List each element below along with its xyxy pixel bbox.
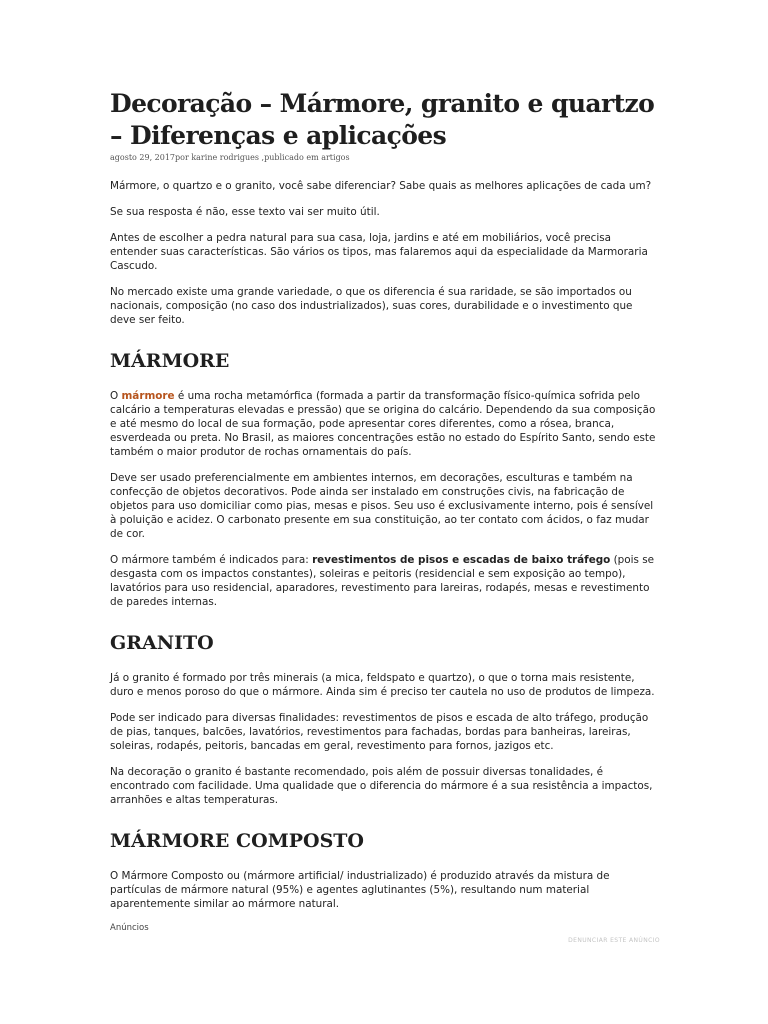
granito-paragraph-3: Na decoração o granito é bastante recomendado, pois além de possuir diversas tonalidades, é encontrado com facilidade. Uma qualidade que o diferencia do mármore é a sua resistência a impactos, arranhões e altas temperaturas.	[110, 766, 653, 806]
intro-paragraph: Mármore, o quartzo e o granito, você sabe diferenciar? Sabe quais as melhores aplicações de cada um?	[110, 180, 652, 192]
ads-label: Anúncios	[110, 923, 149, 933]
marmore-link[interactable]: mármore	[121, 390, 175, 402]
section-heading-granito: GRANITO	[110, 632, 214, 654]
article	[110, 0, 660, 947]
ad-footer	[110, 933, 660, 947]
marmore-paragraph-1	[110, 389, 660, 459]
granito-paragraph-2: Pode ser indicado para diversas finalidades: revestimentos de pisos e escada de alto tráfego, produção de pias, tanques, balcões, lavatórios, revestimentos para fachadas, bordas para banheiras, lareiras, soleiras, rodapés, peitoris, bancadas em geral, revestimento para fornos, jazigos etc.	[110, 712, 649, 752]
marmore-paragraph-2: Deve ser usado preferencialmente em ambientes internos, em decorações, esculturas e também na confecção de objetos decorativos. Pode ainda ser instalado em construções civis, na fabricação de objetos para uso domiciliar como pias, mesas e pisos. Seu uso é exclusivamente interno, pois é sensível à poluição e acidez. O carbonato presente em sua constituição, ao ter contato com ácidos, o faz mudar de cor.	[110, 472, 654, 540]
bold-text: revestimentos de pisos e escadas de baixo tráfego	[312, 554, 611, 566]
intro-paragraph: Antes de escolher a pedra natural para sua casa, loja, jardins e até em mobiliários, você precisa entender suas características. São vários os tipos, mas falaremos aqui da especialidade da Marmoraria Cascudo.	[110, 232, 648, 272]
article-title: Decoração – Mármore, granito e quartzo – Diferenças e aplicações	[110, 89, 655, 150]
section-heading-marmore: MÁRMORE	[110, 350, 230, 372]
article-meta: agosto 29, 2017por karine rodrigues ,publicado em artigos	[110, 153, 350, 162]
section-heading-marmore-composto: MÁRMORE COMPOSTO	[110, 830, 364, 852]
marmore-paragraph-3	[110, 553, 660, 609]
text-prefix: O	[110, 390, 122, 402]
report-ad-link[interactable]: DENUNCIAR ESTE ANÚNCIO	[568, 937, 660, 944]
text-rest: (pois se desgasta com os impactos constantes), soleiras e peitoris (residencial e sem exposição ao tempo), lavatórios para uso residencial, aparadores, revestimento para lareiras, rodapés, mesas e revestimento de paredes internas.	[110, 554, 655, 608]
composto-paragraph-1: O Mármore Composto ou (mármore artificial/ industrializado) é produzido através da mistura de partículas de mármore natural (95%) e agentes aglutinantes (5%), resultando num material aparentemente similar ao mármore natural.	[110, 870, 610, 910]
intro-paragraph: No mercado existe uma grande variedade, o que os diferencia é sua raridade, se são importados ou nacionais, composição (no caso dos industrializados), suas cores, durabilidade e o investimento que deve ser feito.	[110, 286, 633, 326]
intro-paragraph: Se sua resposta é não, esse texto vai ser muito útil.	[110, 206, 380, 218]
text-rest: é uma rocha metamórfica (formada a partir da transformação físico-química sofrida pelo calcário a temperaturas elevadas e pressão) que se origina do calcário. Dependendo da sua composição e até mesmo do local de sua formação, pode apresentar cores diferentes, como a rósea, branca, esverdeada ou preta. No Brasil, as maiores concentrações estão no estado do Espírito Santo, sendo este também o maior produtor de rochas ornamentais do país.	[110, 390, 656, 458]
granito-paragraph-1: Já o granito é formado por três minerais (a mica, feldspato e quartzo), o que o torna mais resistente, duro e menos poroso do que o mármore. Ainda sim é preciso ter cautela no uso de produtos de limpeza.	[110, 672, 655, 698]
text-prefix: O mármore também é indicados para:	[110, 554, 313, 566]
